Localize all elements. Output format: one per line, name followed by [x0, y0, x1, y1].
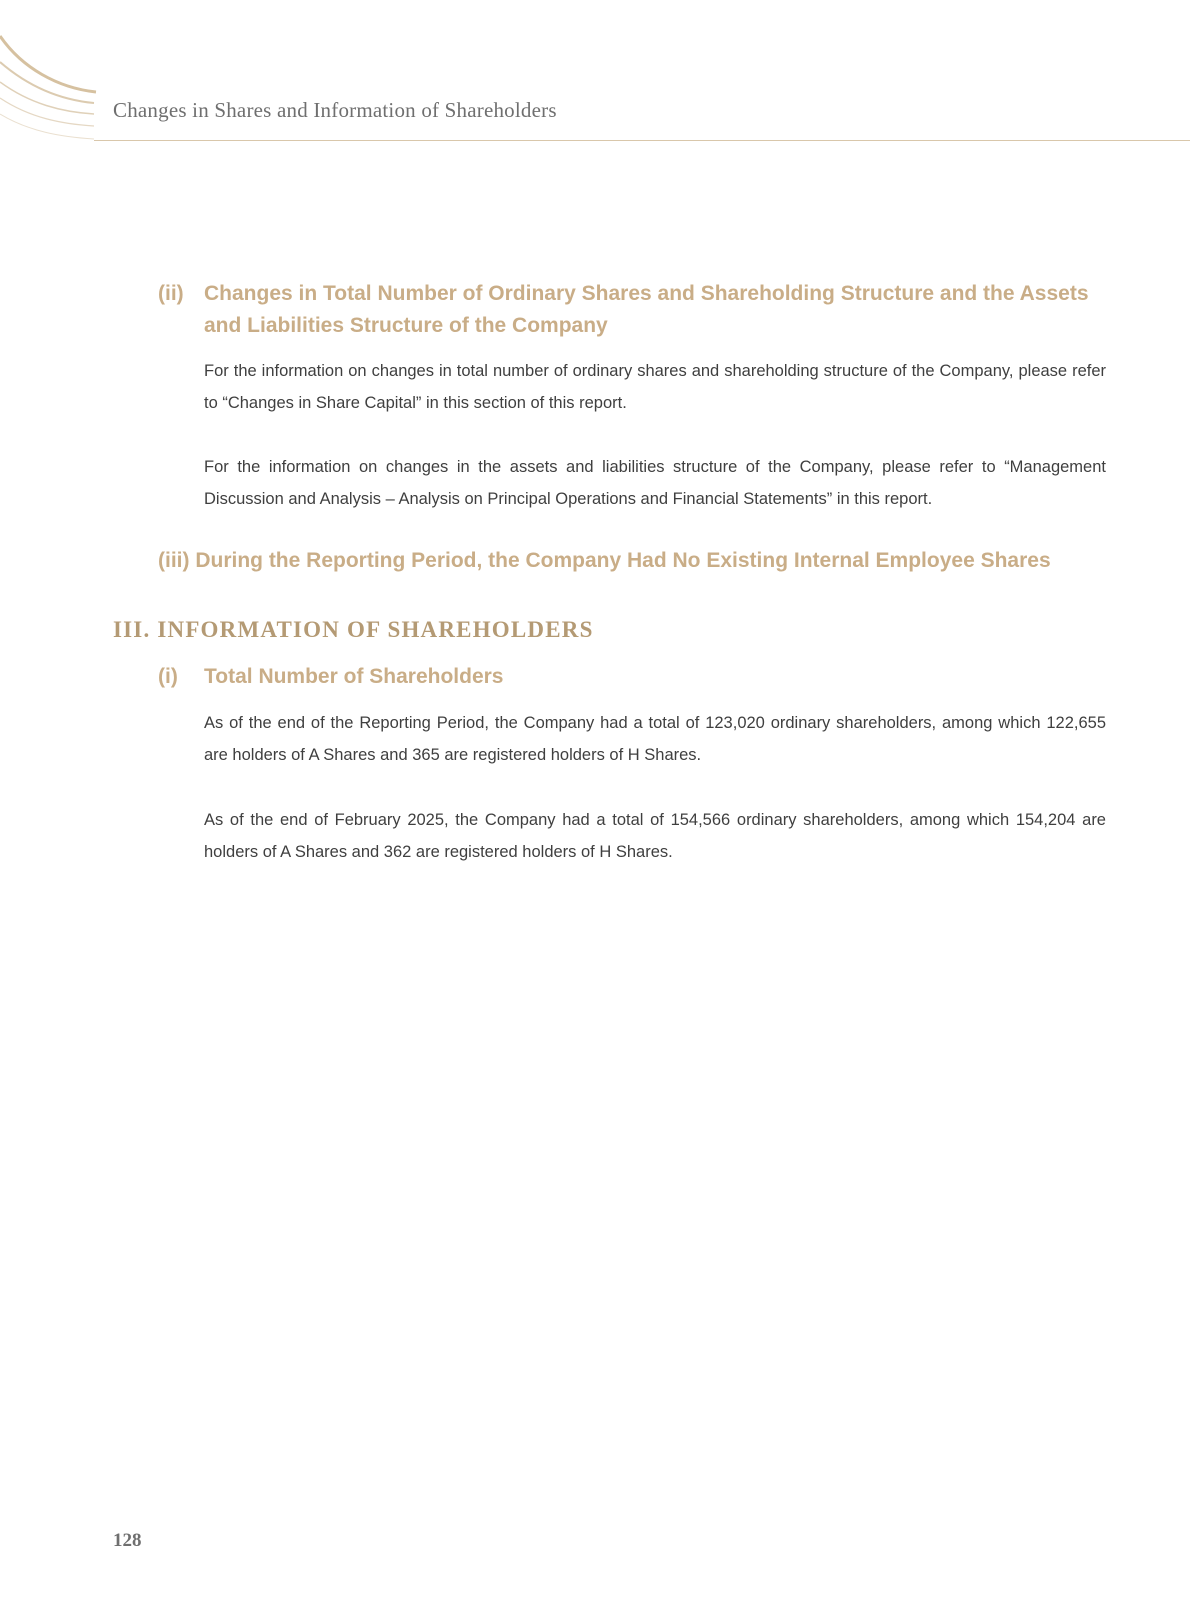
subsection-number: (i): [158, 665, 178, 688]
paragraph: For the information on changes in total number of ordinary shares and shareholding structure of the Company, please refer to “Changes in Share Capital” in this section of this report.: [204, 362, 1106, 412]
subsection-heading-i: [158, 661, 1118, 693]
paragraph: For the information on changes in the assets and liabilities structure of the Company, please refer to “Management Discussion and Analysis – Analysis on Principal Operations and Financial Statements” in this report.: [204, 458, 1106, 508]
section-title: III. INFORMATION OF SHAREHOLDERS: [113, 617, 594, 642]
subsection-heading-ii: [158, 278, 1118, 342]
subsection-title: Total Number of Shareholders: [204, 665, 504, 688]
subsection-title: (iii) During the Reporting Period, the Company Had No Existing Internal Employee Shares: [158, 549, 1051, 572]
subsection-heading-iii: [158, 545, 1118, 577]
corner-swoosh-decoration: [0, 0, 100, 145]
running-header-title: Changes in Shares and Information of Shareholders: [113, 98, 557, 122]
subsection-number: (ii): [158, 282, 184, 305]
header-divider: [94, 140, 1190, 141]
paragraph: As of the end of the Reporting Period, the Company had a total of 123,020 ordinary shareholders, among which 122,655 are holders of A Shares and 365 are registered holders of H Shares.: [204, 714, 1106, 764]
page-number: 128: [113, 1530, 142, 1551]
subsection-title: Changes in Total Number of Ordinary Shares and Shareholding Structure and the Assets and Liabilities Structure of the Company: [204, 282, 1089, 337]
paragraph: As of the end of February 2025, the Company had a total of 154,566 ordinary shareholders, among which 154,204 are holders of A Shares and 362 are registered holders of H Shares.: [204, 811, 1106, 861]
